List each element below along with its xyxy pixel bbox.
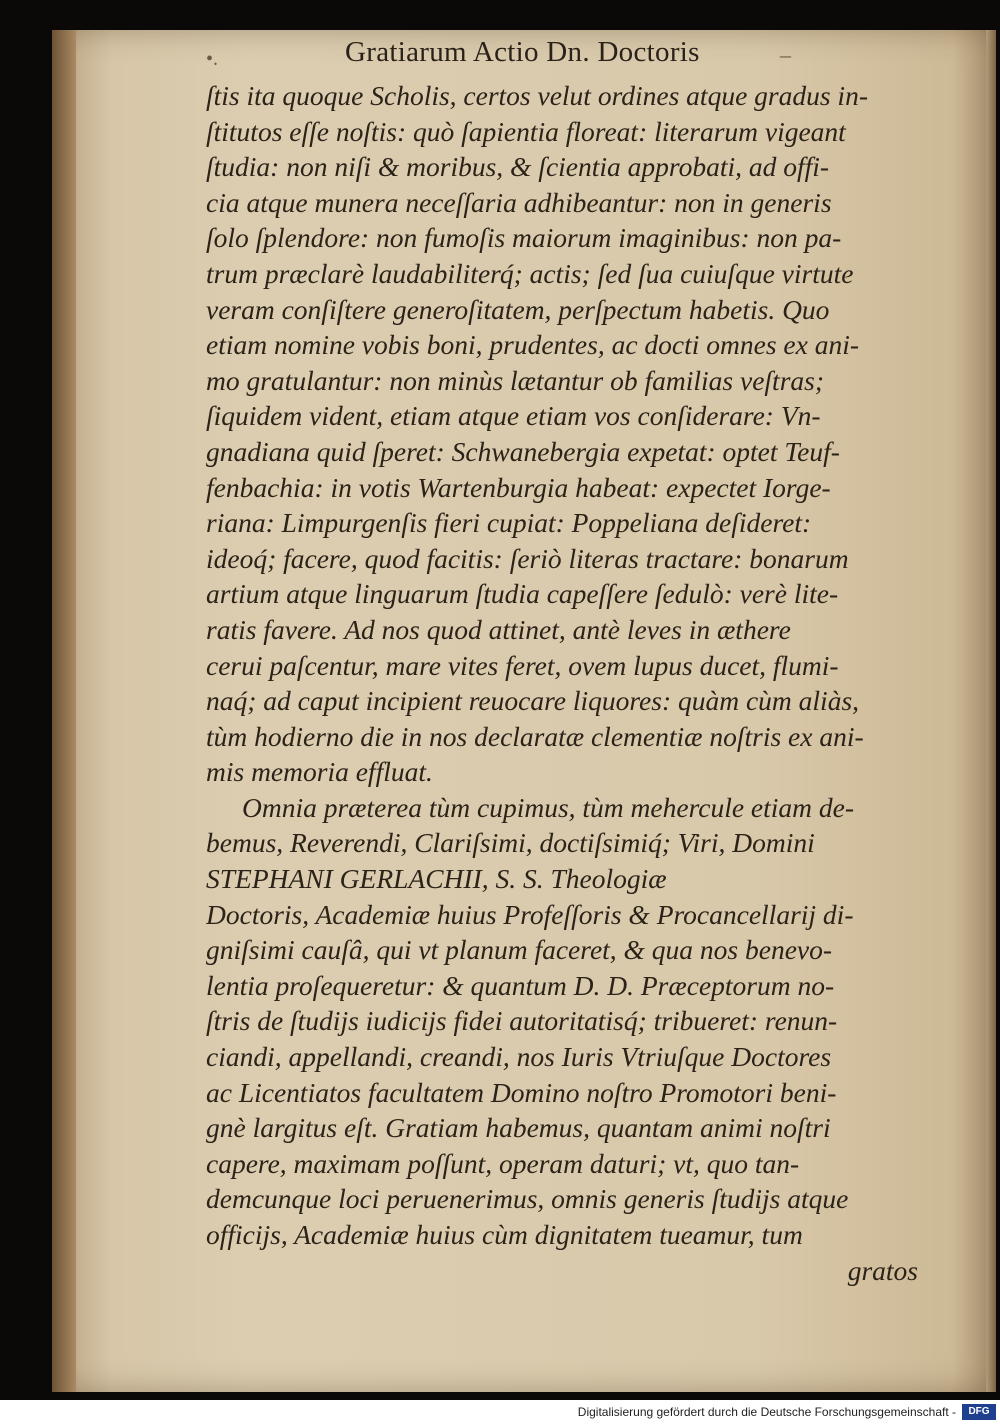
text-line: artium atque linguarum ſtudia capeſſere ſedulò: verè lite- [206,578,839,610]
text-line: ac Licentiatos facultatem Domino noſtro Promotori beni- [206,1076,837,1108]
text-line: ſolo ſplendore: non fumoſis maiorum imaginibus: non pa- [206,222,842,254]
text-line: officijs, Academiæ huius cùm dignitatem tueamur, tum [206,1219,803,1250]
text-line: STEPHANI GERLACHII, S. S. Theologiæ [206,863,667,895]
text-line: ſtis ita quoque Scholis, certos velut ordines atque gradus in- [206,80,868,111]
text-line: cerui paſcentur, mare vites feret, ovem lupus ducet, flumi- [206,649,839,681]
text-line: ſiquidem vident, etiam atque etiam vos conſiderare: Vn- [206,400,821,432]
text-line: mis memoria effluat. [206,756,433,788]
footer-bar [0,1400,1000,1425]
text-line: bemus, Reverendi, Clariſsimi, doctiſsimiq́; Viri, Domini [206,827,815,859]
text-line: capere, maximam poſſunt, operam daturi; vt, quo tan- [206,1147,800,1179]
catchword: gratos [847,1254,918,1286]
head-dash-mark: – [780,42,791,67]
text-line: gnè largitus eſt. Gratiam habemus, quantam animi noſtri [206,1112,831,1144]
text-line: ideoq́; facere, quod facitis: ſeriò literas tractare: bonarum [206,542,849,574]
text-line: ſtudia: non niſi & moribus, & ſcientia approbati, ad offi- [206,151,830,183]
page-edge [986,30,996,1392]
text-line: riana: Limpurgenſis fieri cupiat: Poppeliana deſideret: [206,507,812,539]
corner-mark: •. [206,48,219,70]
text-line: ſtris de ſtudijs iudicijs fidei autoritatisq́; tribueret: renun- [206,1005,838,1037]
funding-notice: Digitalisierung gefördert durch die Deutsche Forschungsgemeinschaft - [577,1405,956,1419]
text-line: trum præclarè laudabiliterq́; actis; ſed ſua cuiuſque virtute [206,257,854,289]
text-line: demcunque loci peruenerimus, omnis generis ſtudijs atque [206,1183,849,1215]
text-line: veram conſiſtere generoſitatem, perſpectum habetis. Quo [206,293,830,325]
paragraph-start-line: Omnia præterea tùm cupimus, tùm mehercule etiam de- [242,791,855,823]
text-line: lentia proſequeretur: & quantum D. D. Præceptorum no- [206,969,835,1001]
text-line: ſtitutos eſſe noſtis: quò ſapientia floreat: literarum vigeant [206,115,846,147]
text-line: gnadiana quid ſperet: Schwanebergia expetat: optet Teuf- [206,435,840,467]
text-line: Doctoris, Academiæ huius Profeſſoris & Procancellarij di- [206,898,854,930]
dfg-logo: DFG [962,1404,996,1420]
text-line: gniſsimi cauſâ, qui vt planum faceret, & qua nos benevo- [206,934,833,966]
page-gutter [52,30,76,1392]
text-line: etiam nomine vobis boni, prudentes, ac docti omnes ex ani- [206,329,859,361]
text-line: cia atque munera neceſſaria adhibeantur: non in generis [206,186,832,218]
text-line: naq́; ad caput incipient reuocare liquores: quàm cùm aliàs, [206,685,860,717]
text-line: fenbachia: in votis Wartenburgia habeat: expectet Iorge- [206,471,831,503]
running-head: Gratiarum Actio Dn. Doctoris [345,36,700,68]
text-line: ratis favere. Ad nos quod attinet, antè leves in æthere [206,613,791,645]
text-line: ciandi, appellandi, creandi, nos Iuris Vtriuſque Doctores [206,1041,832,1073]
text-line: tùm hodierno die in nos declaratæ clementiæ noſtris ex ani- [206,720,864,752]
body-text [206,78,918,1288]
text-line: mo gratulantur: non minùs lætantur ob familias veſtras; [206,364,825,396]
